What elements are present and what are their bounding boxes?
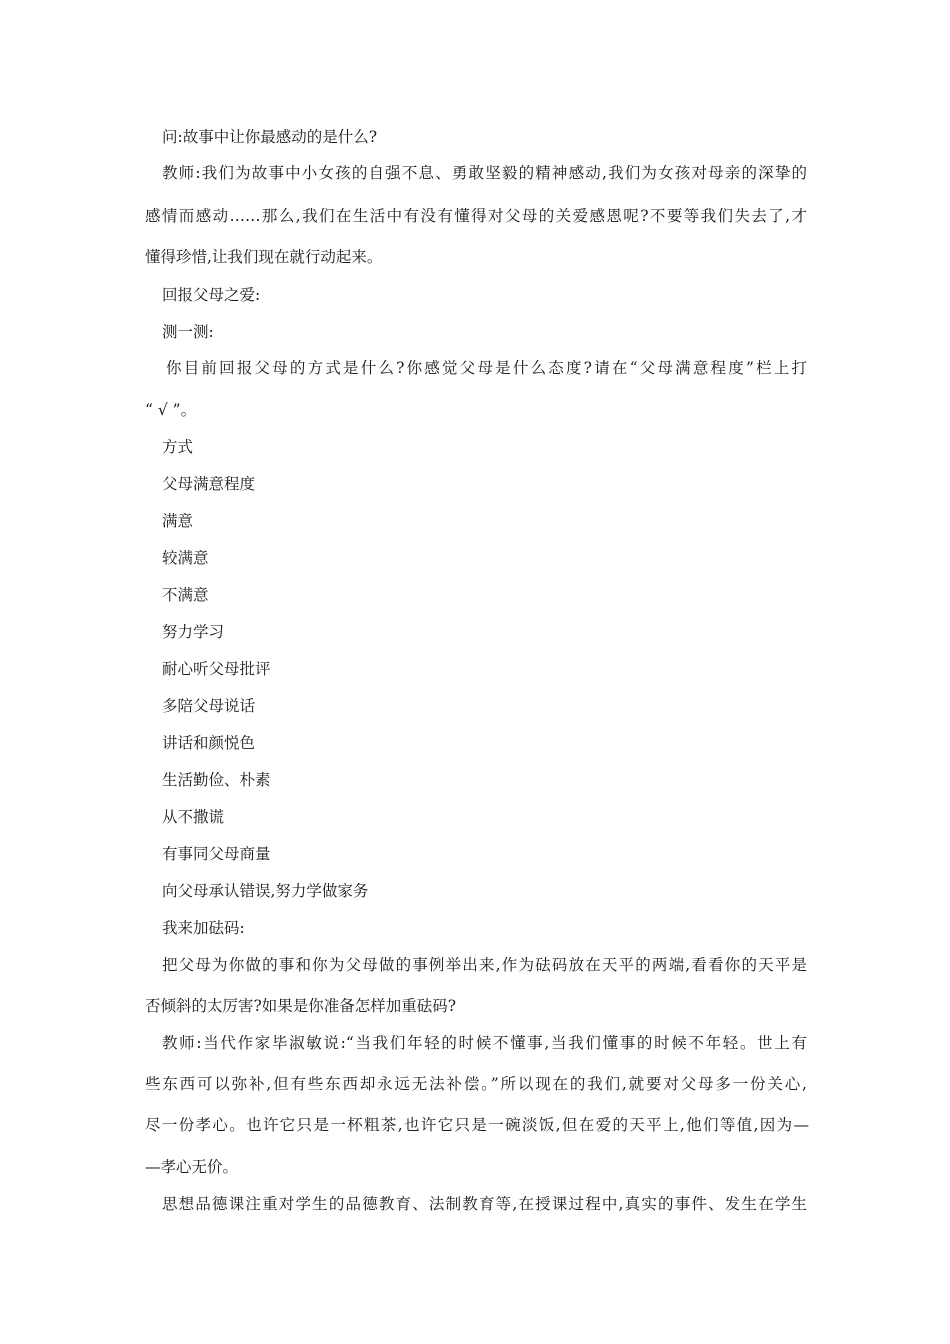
text-line: 教师:当代作家毕淑敏说:“当我们年轻的时候不懂事,当我们懂事的时候不年轻。世上有: [162, 1034, 807, 1052]
text-line: 父母满意程度: [162, 475, 256, 493]
text-line: 懂得珍惜,让我们现在就行动起来。: [145, 248, 383, 266]
text-line: 测一测:: [162, 323, 214, 341]
text-line: 感情而感动……那么,我们在生活中有没有懂得对父母的关爱感恩呢?不要等我们失去了,才: [145, 207, 807, 225]
text-line: 我来加砝码:: [162, 919, 245, 937]
text-line: 些东西可以弥补,但有些东西却永远无法补偿。”所以现在的我们,就要对父母多一份关心,: [145, 1075, 807, 1093]
text-line: 满意: [162, 512, 194, 530]
text-line: 否倾斜的太厉害?如果是你准备怎样加重砝码?: [145, 997, 457, 1015]
text-line: 不满意: [162, 586, 209, 604]
text-line: 教师:我们为故事中小女孩的自强不息、勇敢坚毅的精神感动,我们为女孩对母亲的深挚的: [162, 164, 807, 182]
text-line: 多陪父母说话: [162, 697, 256, 715]
text-line: 从不撒谎: [162, 808, 225, 826]
text-line: 有事同父母商量: [162, 845, 271, 863]
text-line: 回报父母之爱:: [162, 286, 261, 304]
text-line: 把父母为你做的事和你为父母做的事例举出来,作为砝码放在天平的两端,看看你的天平是: [162, 956, 807, 974]
text-line: 问:故事中让你最感动的是什么?: [162, 128, 378, 146]
text-line: 努力学习: [162, 623, 225, 641]
text-line: 较满意: [162, 549, 209, 567]
text-line: 尽一份孝心。也许它只是一杯粗茶,也许它只是一碗淡饭,但在爱的天平上,他们等值,因为—: [145, 1116, 809, 1134]
text-line: 讲话和颜悦色: [162, 734, 256, 752]
text-line: 你目前回报父母的方式是什么?你感觉父母是什么态度?请在“父母满意程度”栏上打: [166, 359, 807, 377]
text-line: 生活勤俭、朴素: [162, 771, 271, 789]
text-line: 向父母承认错误,努力学做家务: [162, 882, 369, 900]
text-line: —孝心无价。: [145, 1158, 239, 1176]
text-line: 方式: [162, 438, 194, 456]
text-line: “ √ ”。: [145, 401, 197, 419]
text-line: 耐心听父母批评: [162, 660, 271, 678]
text-line: 思想品德课注重对学生的品德教育、法制教育等,在授课过程中,真实的事件、发生在学生: [162, 1195, 807, 1213]
